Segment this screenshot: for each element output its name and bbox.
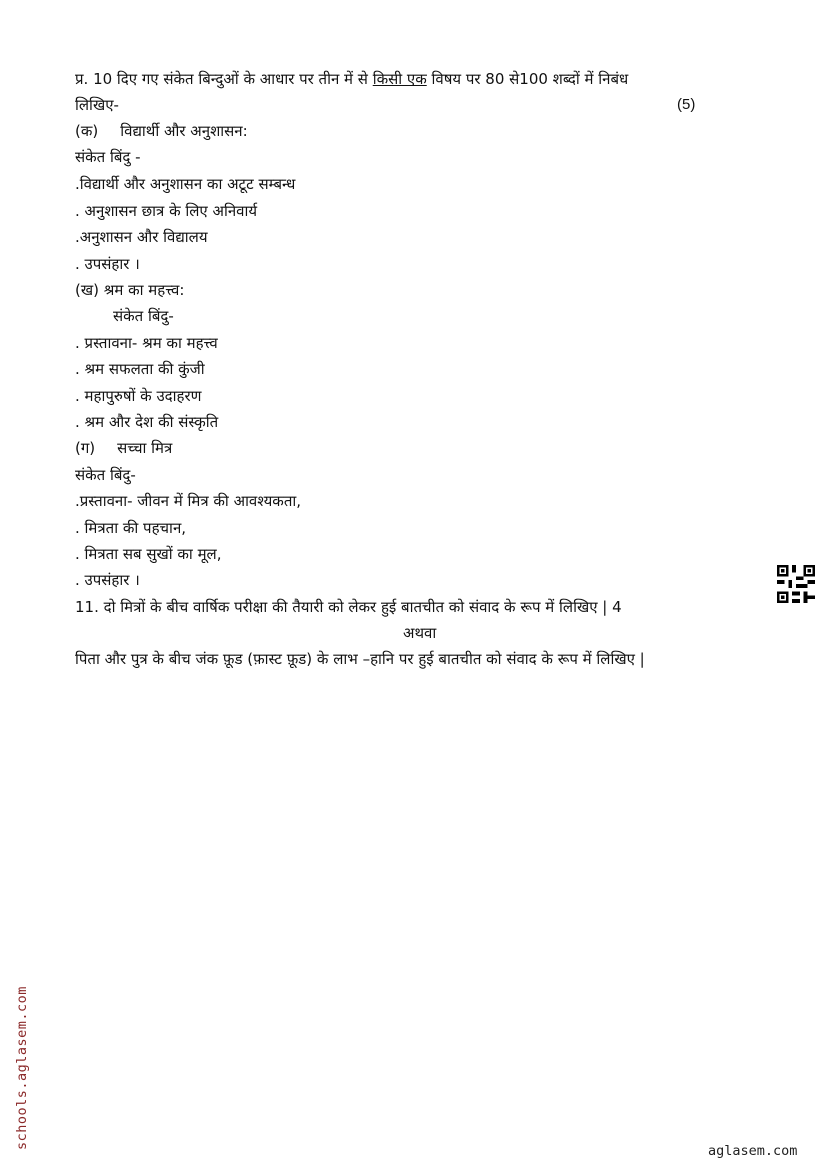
topic-c-point: . मित्रता की पहचान, xyxy=(75,519,187,537)
topic-c-hint: संकेत बिंदु- xyxy=(75,466,136,484)
q10-text-end: विषय पर 80 से100 शब्दों में निबंध xyxy=(426,70,629,88)
topic-b-point: . श्रम और देश की संस्कृति xyxy=(75,413,219,431)
topic-b-point: . महापुरुषों के उदाहरण xyxy=(75,387,202,405)
topic-a-point: .अनुशासन और विद्यालय xyxy=(75,228,208,246)
topic-a-point: .विद्यार्थी और अनुशासन का अटूट सम्बन्ध xyxy=(75,175,296,193)
topic-b-point: . प्रस्तावना- श्रम का महत्त्व xyxy=(75,334,218,352)
q10-text: प्र. 10 दिए गए संकेत बिन्दुओं के आधार पर तीन में से xyxy=(75,70,373,88)
q11-text: 11. दो मित्रों के बीच वार्षिक परीक्षा की तैयारी को लेकर हुई बातचीत को संवाद के रूप में लिखिए | 4 xyxy=(75,598,622,616)
q10-line2: लिखिए- xyxy=(75,96,119,114)
topic-c-point: . उपसंहार । xyxy=(75,571,140,589)
topic-a-hint: संकेत बिंदु - xyxy=(75,148,141,166)
topic-b-title: (ख) श्रम का महत्त्व: xyxy=(75,281,185,299)
topic-c-point: . मित्रता सब सुखों का मूल, xyxy=(75,545,222,563)
topic-a-point: . अनुशासन छात्र के लिए अनिवार्य xyxy=(75,202,258,220)
watermark-side: schools.aglasem.com xyxy=(14,986,30,1150)
q10-heading xyxy=(75,69,628,89)
q11-alt-text: पिता और पुत्र के बीच जंक फ़ूड (फ़ास्ट फ़ूड) के लाभ –हानि पर हुई बातचीत को संवाद के रूप में लिखिए | xyxy=(75,650,645,668)
topic-c-title: (ग) सच्चा मित्र xyxy=(75,439,173,457)
topic-b-point: . श्रम सफलता की कुंजी xyxy=(75,360,205,378)
topic-a-title: (क) विद्यार्थी और अनुशासन: xyxy=(75,122,248,140)
q10-marks: (5) xyxy=(677,96,696,113)
topic-c-point: .प्रस्तावना- जीवन में मित्र की आवश्यकता, xyxy=(75,492,302,510)
q11-or: अथवा xyxy=(403,624,437,642)
topic-a-point: . उपसंहार । xyxy=(75,255,140,273)
qr-code-icon xyxy=(776,565,816,603)
watermark-bottom: aglasem.com xyxy=(708,1143,798,1159)
topic-b-hint: संकेत बिंदु- xyxy=(113,307,174,325)
q10-underlined: किसी एक xyxy=(372,70,427,88)
